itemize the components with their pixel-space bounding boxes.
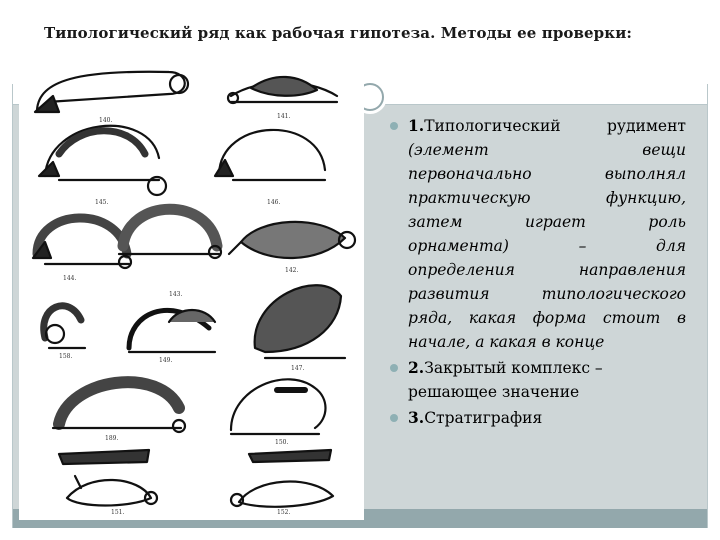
fig-label: 140. xyxy=(99,117,113,124)
fibula-143 xyxy=(119,209,221,258)
fibula-152 xyxy=(231,450,333,507)
bullet-line: начале, а какая в конце xyxy=(408,333,605,351)
bullet-dot-icon xyxy=(390,364,398,372)
fig-label: 152. xyxy=(277,509,291,516)
bullet-line: 3.Стратиграфия xyxy=(408,408,543,427)
fibula-158 xyxy=(44,306,85,348)
fibula-147 xyxy=(255,285,345,358)
fibula-151 xyxy=(59,450,157,506)
fig-label: 149. xyxy=(159,357,173,364)
fig-label: 147. xyxy=(291,365,305,372)
fig-label: 146. xyxy=(267,199,281,206)
bullet-line: практическую функцию, xyxy=(408,189,686,207)
fig-label: 142. xyxy=(285,267,299,274)
fig-label: 144. xyxy=(63,275,77,282)
bullet-item-typological-rudiment xyxy=(388,114,686,354)
bullet-line: решающее значение xyxy=(408,383,580,401)
bullet-dot-icon xyxy=(390,414,398,422)
fibula-145 xyxy=(39,126,159,180)
bullet-line: (элемент вещи xyxy=(408,141,686,159)
fibula-140 xyxy=(35,72,188,112)
bullet-number: 2. xyxy=(408,358,425,377)
fig-label: 189. xyxy=(105,435,119,442)
bullet-line: затем играет роль xyxy=(408,213,686,231)
bullet-line: 2.Закрытый комплекс – xyxy=(408,358,603,377)
fibula-149 xyxy=(129,310,215,352)
frame-left-line xyxy=(12,84,13,528)
fibula-142 xyxy=(229,222,355,258)
bullet-line: определения направления xyxy=(408,261,686,279)
fig-label: 143. xyxy=(169,291,183,298)
bullet-line: орнамента) – для xyxy=(408,237,686,255)
fibula-189 xyxy=(53,382,185,432)
frame-right-line xyxy=(707,84,708,528)
fig-label: 151. xyxy=(111,509,125,516)
bullet-line: развития типологического xyxy=(408,285,686,303)
fibula-150 xyxy=(231,379,326,434)
fibula-144 xyxy=(33,218,131,268)
bullet-line: первоначально выполнял xyxy=(408,165,686,183)
fig-label: 158. xyxy=(59,353,73,360)
bullet-line: ряда, какая форма стоит в xyxy=(408,309,686,327)
slide-title: Типологический ряд как рабочая гипотеза. Методы ее проверки: xyxy=(44,24,633,42)
bullet-item-closed-complex xyxy=(388,356,686,404)
bullet-list xyxy=(388,114,686,432)
fig-label: 141. xyxy=(277,113,291,120)
fibula-141 xyxy=(228,77,337,103)
bullet-number: 3. xyxy=(408,408,425,427)
fig-label: 145. xyxy=(95,199,109,206)
bullet-line: 1.Типологический рудимент xyxy=(408,116,686,135)
bullet-number: 1. xyxy=(408,116,425,135)
bullet-item-stratigraphy xyxy=(388,406,686,430)
fibula-146 xyxy=(148,130,325,195)
fibulae-illustration xyxy=(19,58,364,520)
fibulae-drawing xyxy=(19,58,364,520)
bullet-dot-icon xyxy=(390,122,398,130)
fig-label: 150. xyxy=(275,439,289,446)
